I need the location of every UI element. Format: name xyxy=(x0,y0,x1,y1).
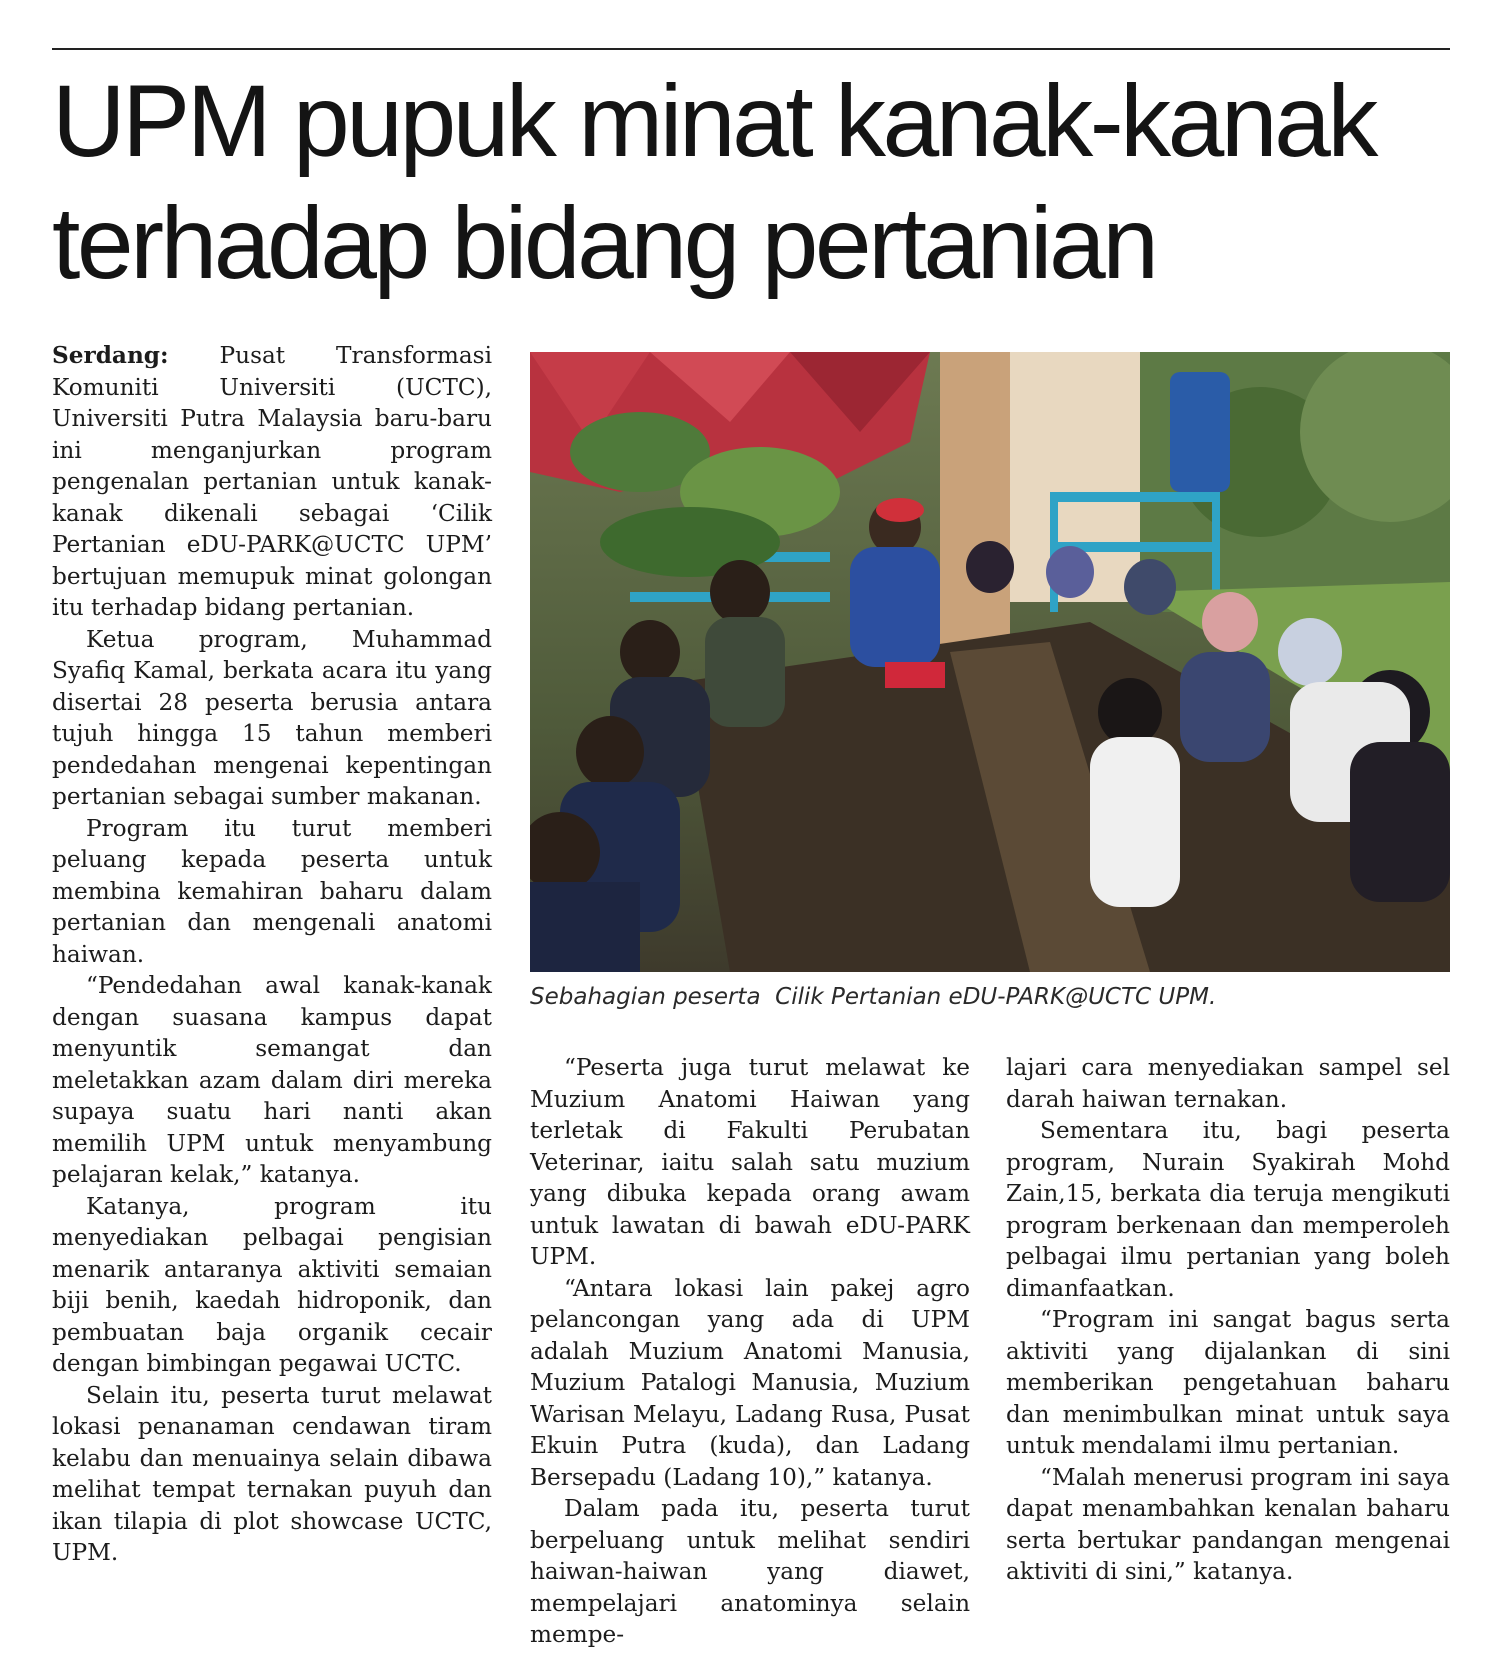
paragraph: Katanya, program itu menyediakan pelbagai pengisian menarik antaranya aktiviti semaian biji benih, kaedah hidroponik, dan pembuatan baja organik cecair dengan bimbingan pegawai UCTC. xyxy=(52,1192,492,1377)
paragraph: “Malah menerusi program ini saya dapat menambahkan kenalan baharu serta bertukar pandangan mengenai aktiviti di sini,” katanya. xyxy=(1006,1463,1450,1585)
paragraph: Ketua program, Muhammad Syafiq Kamal, berkata acara itu yang disertai 28 peserta berusia antara tujuh hingga 15 tahun memberi pendedahan mengenai kepentingan pertanian sebagai sumber makanan. xyxy=(52,625,492,810)
top-rule xyxy=(52,48,1450,50)
paragraph: Sementara itu, bagi peserta program, Nurain Syakirah Mohd Zain,15, berkata dia teruja mengikuti program berkenaan dan memperoleh pelbagai ilmu pertanian yang boleh dimanfaatkan. xyxy=(1006,1117,1450,1302)
paragraph: “Program ini sangat bagus serta aktiviti yang dijalankan di sini memberikan pengetahuan baharu dan menimbulkan minat untuk saya untuk mendalami ilmu pertanian. xyxy=(1006,1306,1450,1459)
article-column-1 xyxy=(52,340,492,1569)
paragraph: Program itu turut memberi peluang kepada peserta untuk membina kemahiran baharu dalam pertanian dan mengenali anatomi haiwan. xyxy=(52,814,492,968)
paragraph: “Peserta juga turut melawat ke Muzium Anatomi Haiwan yang terletak di Fakulti Perubatan Veterinar, iaitu salah satu muzium yang dibuka kepada orang awam untuk lawatan di bawah eDU-PARK UPM. xyxy=(530,1054,970,1270)
paragraph: “Antara lokasi lain pakej agro pelancongan yang ada di UPM adalah Muzium Anatomi Manusia, Muzium Patalogi Manusia, Muzium Warisan Melayu, Ladang Rusa, Pusat Ekuin Putra (kuda), dan Ladang Bersepadu (Ladang 10),” katanya. xyxy=(530,1274,970,1491)
headline-line-1: UPM pupuk minat kanak-kanak xyxy=(52,64,1375,178)
paragraph-text: Pusat Transformasi Komuniti Universiti (UCTC), Universiti Putra Malaysia baru-baru ini menganjurkan program pengenalan pertanian untuk kanak-kanak dikenali sebagai ‘Cilik Pertanian eDU-PARK@UCTC UPM’ bertujuan memupuk minat golongan itu terhadap bidang pertanian. xyxy=(52,342,492,621)
photo-caption: Sebahagian peserta Cilik Pertanian eDU-PARK@UCTC UPM. xyxy=(530,984,1217,1010)
headline xyxy=(52,60,1462,304)
article-photo xyxy=(530,352,1450,972)
paragraph-continuation: lajari cara menyediakan sampel sel darah haiwan ternakan. xyxy=(1006,1054,1450,1113)
photo-illustration xyxy=(530,352,1450,972)
lead-paragraph xyxy=(52,340,492,624)
paragraph: Selain itu, peserta turut melawat lokasi penanaman cendawan tiram kelabu dan menuainya selain dibawa melihat tempat ternakan puyuh dan ikan tilapia di plot showcase UCTC, UPM. xyxy=(52,1381,492,1566)
paragraph: “Pendedahan awal kanak-kanak dengan suasana kampus dapat menyuntik semangat dan meletakkan azam dalam diri mereka supaya suatu hari nanti akan memilih UPM untuk menyambung pelajaran kelak,” katanya. xyxy=(52,972,492,1188)
article-column-3 xyxy=(1006,1052,1450,1588)
article-column-2 xyxy=(530,1052,970,1651)
paragraph: Dalam pada itu, peserta turut berpeluang untuk melihat sendiri haiwan-haiwan yang diawet, mempelajari anatominya selain mempe- xyxy=(530,1495,970,1648)
dateline: Serdang: xyxy=(52,342,169,369)
headline-line-2: terhadap bidang pertanian xyxy=(52,186,1156,300)
